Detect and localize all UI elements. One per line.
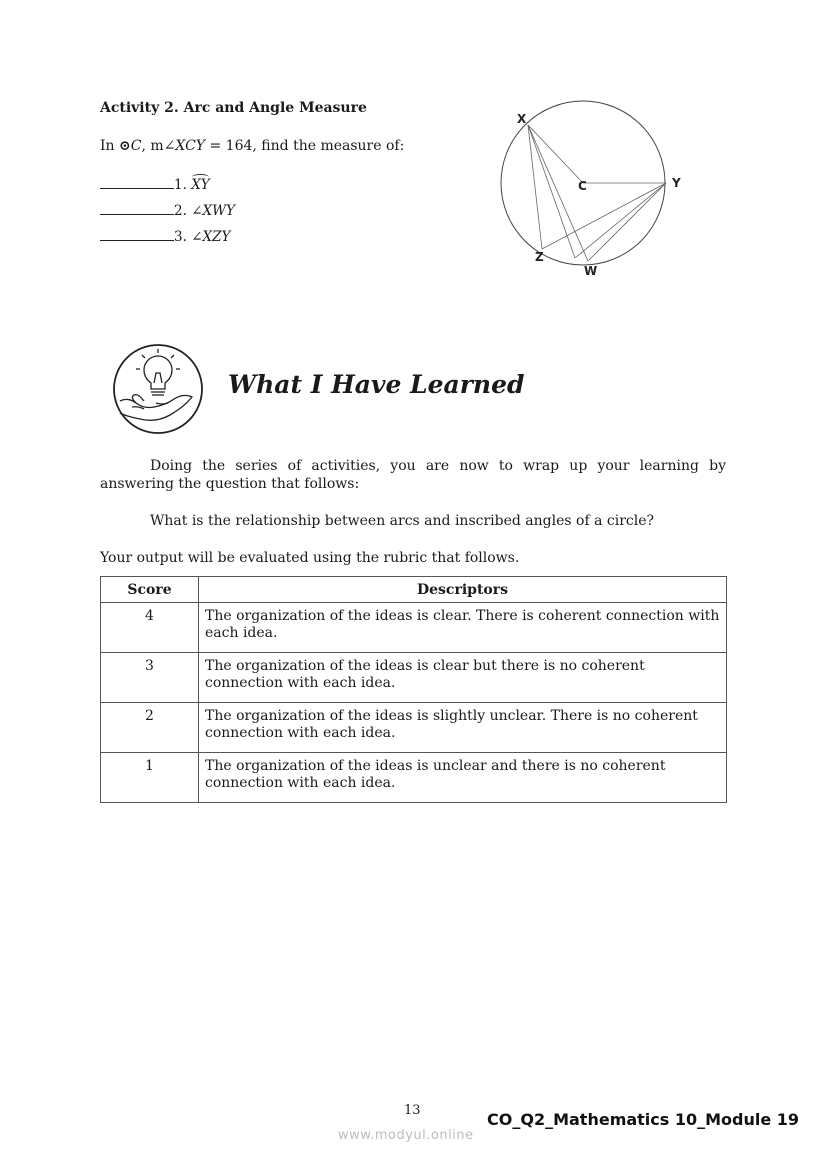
point-label-w: W xyxy=(584,264,598,278)
answer-blank-1[interactable] xyxy=(100,176,174,189)
descriptor-cell: The organization of the ideas is clear. There is coherent connection with each idea. xyxy=(199,603,727,653)
score-cell: 2 xyxy=(101,703,199,753)
watermark: www.modyul.online xyxy=(338,1128,474,1143)
item-number: 2. xyxy=(174,203,187,219)
activity-title: Activity 2. Arc and Angle Measure xyxy=(100,100,367,116)
activity-prompt xyxy=(100,138,404,154)
page-number: 13 xyxy=(404,1103,421,1118)
table-row xyxy=(101,603,727,653)
lightbulb-hand-icon xyxy=(112,343,204,435)
table-row xyxy=(101,753,727,803)
question-paragraph: What is the relationship between arcs and inscribed angles of a circle? xyxy=(150,513,654,529)
item-number: 1. xyxy=(174,177,187,193)
question-item-3 xyxy=(100,228,230,245)
table-row xyxy=(101,703,727,753)
circle-diagram xyxy=(495,100,690,285)
point-label-x: X xyxy=(517,112,527,126)
segment-xz xyxy=(528,125,542,249)
prompt-angle: ∠XCY xyxy=(163,138,206,154)
prompt-prefix: In xyxy=(100,138,119,154)
descriptor-cell: The organization of the ideas is slightly unclear. There is no coherent connection with each idea. xyxy=(199,703,727,753)
segment-wy xyxy=(588,183,666,261)
score-cell: 4 xyxy=(101,603,199,653)
prompt-mid: , m xyxy=(141,138,164,154)
circle-symbol: ⊙ xyxy=(119,138,131,154)
rubric-table xyxy=(100,576,727,803)
question-item-1 xyxy=(100,176,210,193)
point-label-z: Z xyxy=(535,250,544,264)
section-title: What I Have Learned xyxy=(228,370,525,399)
segment-zy xyxy=(542,183,666,249)
header-descriptors: Descriptors xyxy=(199,577,727,603)
descriptor-cell: The organization of the ideas is unclear and there is no coherent connection with each idea. xyxy=(199,753,727,803)
item-expression: ∠XZY xyxy=(191,229,231,245)
rubric-intro: Your output will be evaluated using the rubric that follows. xyxy=(100,550,520,566)
point-label-y: Y xyxy=(672,176,681,190)
question-item-2 xyxy=(100,202,235,219)
item-expression: XY xyxy=(191,177,210,193)
segment-xc xyxy=(528,125,583,183)
intro-paragraph: Doing the series of activities, you are now to wrap up your learning by answering the question that follows: xyxy=(100,458,726,492)
score-cell: 1 xyxy=(101,753,199,803)
module-footer: CO_Q2_Mathematics 10_Module 19 xyxy=(487,1110,800,1129)
descriptor-cell: The organization of the ideas is clear but there is no coherent connection with each idea. xyxy=(199,653,727,703)
table-header-row xyxy=(101,577,727,603)
table-row xyxy=(101,653,727,703)
point-label-c: C xyxy=(578,179,587,193)
prompt-suffix: = 164, find the measure of: xyxy=(205,138,405,154)
answer-blank-2[interactable] xyxy=(100,202,174,215)
item-number: 3. xyxy=(174,229,187,245)
segment-y-chord xyxy=(575,183,666,258)
prompt-circle: C xyxy=(130,138,142,154)
segment-x-chord xyxy=(528,125,575,258)
score-cell: 3 xyxy=(101,653,199,703)
item-expression: ∠XWY xyxy=(191,203,235,219)
answer-blank-3[interactable] xyxy=(100,228,174,241)
header-score: Score xyxy=(101,577,199,603)
